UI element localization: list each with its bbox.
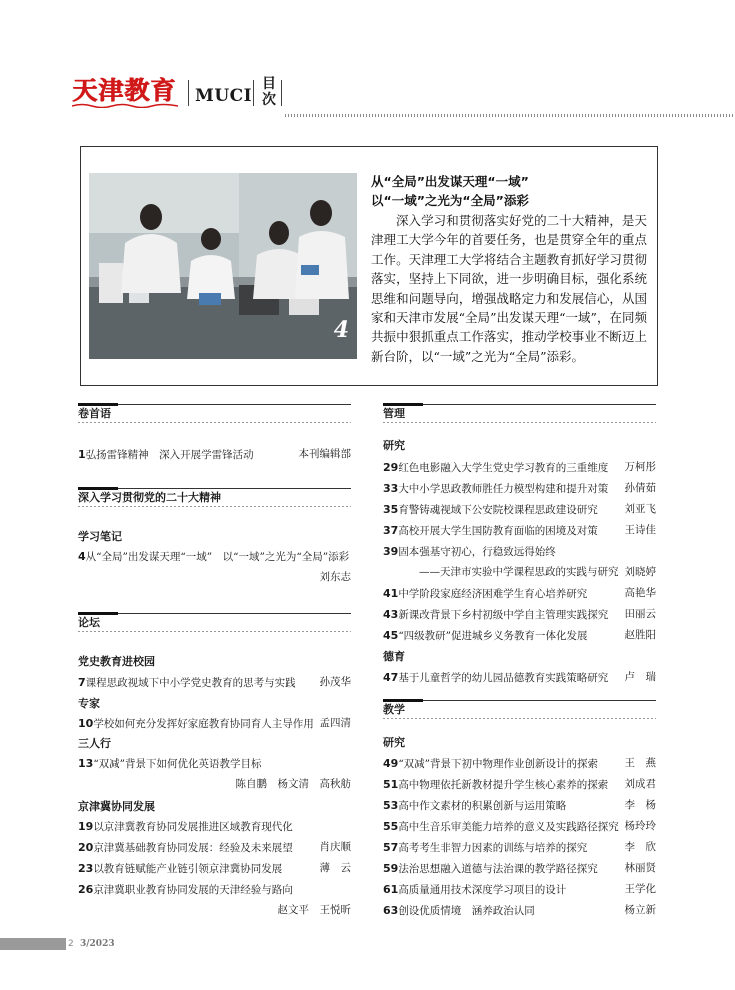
toc-entry[interactable]: 49“双减”背景下初中物理作业创新设计的探索 王 燕 <box>383 757 656 770</box>
page-number: 2 <box>68 939 74 949</box>
toc-entry-author: 赵文平 王悦昕 <box>277 904 351 916</box>
magazine-logo: 天津教育 <box>72 76 182 108</box>
toc-entry[interactable]: 26京津冀职业教育协同发展的天津经验与路向 <box>78 883 293 896</box>
footer-bar <box>0 938 66 950</box>
toc-entry[interactable]: 37高校开展大学生国防教育面临的困境及对策 王诗佳 <box>383 524 656 537</box>
toc-entry[interactable]: 57高考考生非智力因素的训练与培养的探究 李 欣 <box>383 841 656 854</box>
logo-underline-decoration <box>72 103 178 108</box>
feature-photo[interactable] <box>89 173 357 359</box>
toc-entry[interactable]: 33大中小学思政教师胜任力模型构建和提升对策 孙倩茹 <box>383 482 656 495</box>
toc-entry[interactable]: 53高中作文素材的积累创新与运用策略 李 杨 <box>383 799 656 812</box>
toc-entry[interactable]: 45“四级教研”促进城乡义务教育一体化发展 赵胜阳 <box>383 629 656 642</box>
toc-entry[interactable]: 1弘扬雷锋精神 深入开展学雷锋活动 本刊编辑部 <box>78 448 351 461</box>
subsection-title: 德育 <box>383 650 405 663</box>
toc-entry[interactable]: 23以教育链赋能产业链引领京津冀协同发展 薄 云 <box>78 862 351 875</box>
subsection-title: 专家 <box>78 697 100 710</box>
toc-entry-author: 陈自鹏 杨文清 高秋舫 <box>235 778 351 790</box>
feature-title-line-1[interactable]: 从“全局”出发谋天理“一域” <box>371 174 529 189</box>
masthead-divider <box>188 80 189 106</box>
toc-entry[interactable]: 55高中生音乐审美能力培养的意义及实践路径探究 杨玲玲 <box>383 820 656 833</box>
lab-photo-illustration <box>89 173 357 359</box>
issue-number: 3/2023 <box>80 939 115 949</box>
feature-title-line-2[interactable]: 以“一域”之光为“全局”添彩 <box>371 193 529 208</box>
section-header: 深入学习贯彻党的二十大精神 <box>78 488 351 506</box>
subsection-title: 京津冀协同发展 <box>78 800 155 813</box>
section-header: 论坛 <box>78 613 351 631</box>
subsection-title: 学习笔记 <box>78 530 122 543</box>
section-header: 管理 <box>383 404 656 422</box>
subsection-title: 研究 <box>383 439 405 452</box>
feature-summary: 深入学习和贯彻落实好党的二十大精神，是天津理工大学今年的首要任务，也是贯穿全年的重点工作。天津理工大学将结合主题教育抓好学习贯彻落实，坚持上下同欲，进一步明确目标，强化系统思维和问题导向，增强战略定力和发展信心，从国家和天津市发展“全局”出发谋天理“一域”，在同频共振中狠抓重点工作落实，推动学校事业不断迈上新台阶，以“一域”之光为“全局”添彩。 <box>371 213 647 364</box>
section-title-en: MUCI <box>195 86 253 106</box>
subsection-title: 党史教育进校园 <box>78 655 155 668</box>
toc-entry[interactable]: 47基于儿童哲学的幼儿园品德教育实践策略研究 卢 瑞 <box>383 671 656 684</box>
section-header: 教学 <box>383 700 656 718</box>
toc-entry[interactable]: 59法治思想融入道德与法治课的教学路径探究 林丽贤 <box>383 862 656 875</box>
subsection-title: 研究 <box>383 736 405 749</box>
photo-page-number: 4 <box>333 317 349 343</box>
toc-entry[interactable]: 10学校如何充分发挥好家庭教育协同育人主导作用 孟四清 <box>78 717 351 730</box>
masthead-divider <box>281 80 282 106</box>
toc-entry[interactable]: 29红色电影融入大学生党史学习教育的三重维度 万柯彤 <box>383 461 656 474</box>
section-title-cn: 目 次 <box>262 76 276 108</box>
toc-entry[interactable]: 35育警铸魂视域下公安院校课程思政建设研究 刘亚飞 <box>383 503 656 516</box>
masthead <box>70 76 730 110</box>
toc-entry[interactable]: 41中学阶段家庭经济困难学生育心培养研究 高艳华 <box>383 587 656 600</box>
toc-entry-subtitle: ——天津市实验中学课程思政的实践与研究 刘晓婷 <box>419 566 656 578</box>
toc-entry[interactable]: 7课程思政视域下中小学党史教育的思考与实践 孙茂华 <box>78 676 351 689</box>
toc-entry[interactable]: 20京津冀基础教育协同发展：经验及未来展望 肖庆顺 <box>78 841 351 854</box>
masthead-rule <box>285 114 735 117</box>
toc-entry[interactable]: 61高质量通用技术深度学习项目的设计 王学化 <box>383 883 656 896</box>
toc-entry[interactable]: 39固本强基守初心，行稳致远得始终 <box>383 545 556 558</box>
toc-entry-author: 刘东志 <box>319 571 351 583</box>
masthead-divider <box>253 80 254 106</box>
toc-entry[interactable]: 51高中物理依托新教材提升学生核心素养的探索 刘成君 <box>383 778 656 791</box>
toc-entry[interactable]: 13“双减”背景下如何优化英语教学目标 <box>78 757 262 770</box>
toc-entry[interactable]: 19以京津冀教育协同发展推进区域教育现代化 <box>78 820 293 833</box>
toc-entry[interactable]: 63创设优质情境 涵养政治认同 杨立新 <box>383 904 656 917</box>
subsection-title: 三人行 <box>78 737 111 750</box>
toc-entry[interactable]: 43新课改背景下乡村初级中学自主管理实践探究 田丽云 <box>383 608 656 621</box>
toc-entry[interactable]: 4从“全局”出发谋天理“一域” 以“一域”之光为“全局”添彩 <box>78 550 350 563</box>
feature-box <box>80 146 658 386</box>
section-header: 卷首语 <box>78 404 351 422</box>
